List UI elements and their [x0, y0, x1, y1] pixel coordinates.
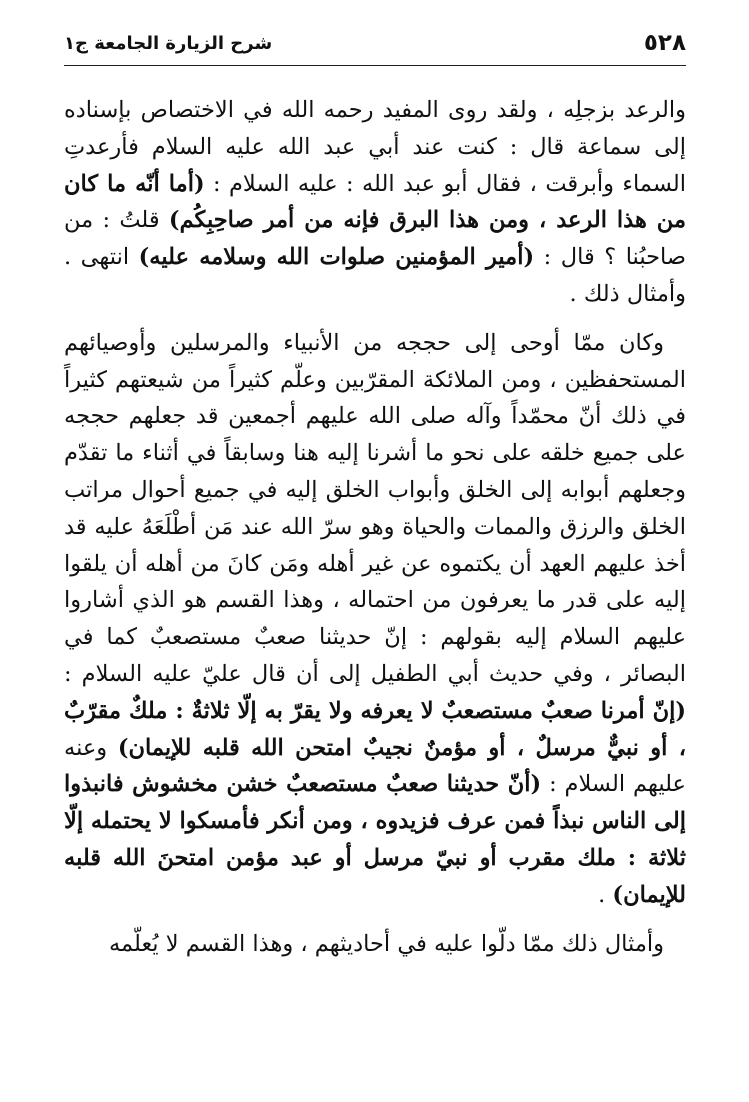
paragraph — [64, 926, 686, 963]
running-title: شرح الزيارة الجامعة ج١ — [64, 33, 273, 54]
page-header — [64, 30, 686, 60]
body-text — [64, 92, 686, 962]
text-run: وكان ممّا أوحى إلى حججه من الأنبياء والمرسلين وأوصيائهم المستحفظين ، ومن الملائكة المقرّبين وعلّم كثيراً من شيعتهم كثيراً في ذلك أنّ محمّداً وآله صلى الله عليهم أجمعين قد جعلهم حججه على جميع خلقه على نحو ما أشرنا إليه هنا وسابقاً في أثناء ما تقدّم وجعلهم أبوابه إلى الخلق وأبواب الخلق إليه في جميع أحوال مراتب الخلق والرزق والممات والحياة وهو سرّ الله عند مَن أطْلَعَهُ عليه قد أخذ عليهم العهد أن يكتموه عن غير أهله ومَن كانَ من أهله أن يلقوا إليه على قدر ما يعرفون من احتماله ، وهذا القسم هو الذي أشاروا عليهم السلام إليه بقولهم : إنّ حديثنا صعبٌ مستصعبٌ كما في البصائر ، وفي حديث أبي الطفيل إلى أن قال عليّ عليه السلام : — [64, 329, 686, 687]
text-run: والرعد بزجلِه ، ولقد روى المفيد رحمه الله في الاختصاص بإسناده إلى سماعة قال : كنت عند أبي عبد الله عليه السلام فأرعدتِ السماء وأبرقت ، فقال أبو عبد الله : عليه السلام : — [64, 97, 686, 197]
header-rule — [64, 65, 686, 66]
text-run: وعنه عليهم السلام : — [64, 734, 686, 798]
paragraph — [64, 92, 686, 313]
quote-run: (أنّ حديثنا صعبٌ مستصعبٌ خشن مخشوش فانبذوا إلى الناس نبذاً فمن عرف فزيدوه ، ومن أنكر فأمسكوا لا يحتمله إلّا ثلاثة : ملك مقرب أو نبيّ مرسل أو عبد مؤمن امتحنَ الله قلبه للإيمان) — [64, 771, 686, 908]
paragraph — [64, 325, 686, 914]
page-number: ٥٢٨ — [643, 30, 686, 56]
text-run: انتهى . وأمثال ذلك . — [64, 244, 686, 307]
text-run: قلتُ : من صاحبُنا ؟ قال : — [64, 207, 686, 271]
quote-run: (أمير المؤمنين صلوات الله وسلامه عليه) — [138, 244, 535, 271]
text-run: وأمثال ذلك ممّا دلّوا عليه في أحاديثهم ، وهذا القسم لا يُعلّمه — [108, 930, 664, 957]
quote-run: (أما أنّه ما كان من هذا الرعد ، ومن هذا البرق فإنه من أمر صاحِبِكُم) — [64, 170, 686, 234]
quote-run: (إنّ أمرنا صعبٌ مستصعبٌ لا يعرفه ولا يقرّ به إلّا ثلاثةٌ : ملكٌ مقرّبٌ ، أو نبيٌّ مرسلٌ ، أو مؤمنٌ نجيبٌ امتحن الله قلبه للإيمان) — [64, 697, 687, 761]
text-run: . — [598, 881, 613, 908]
